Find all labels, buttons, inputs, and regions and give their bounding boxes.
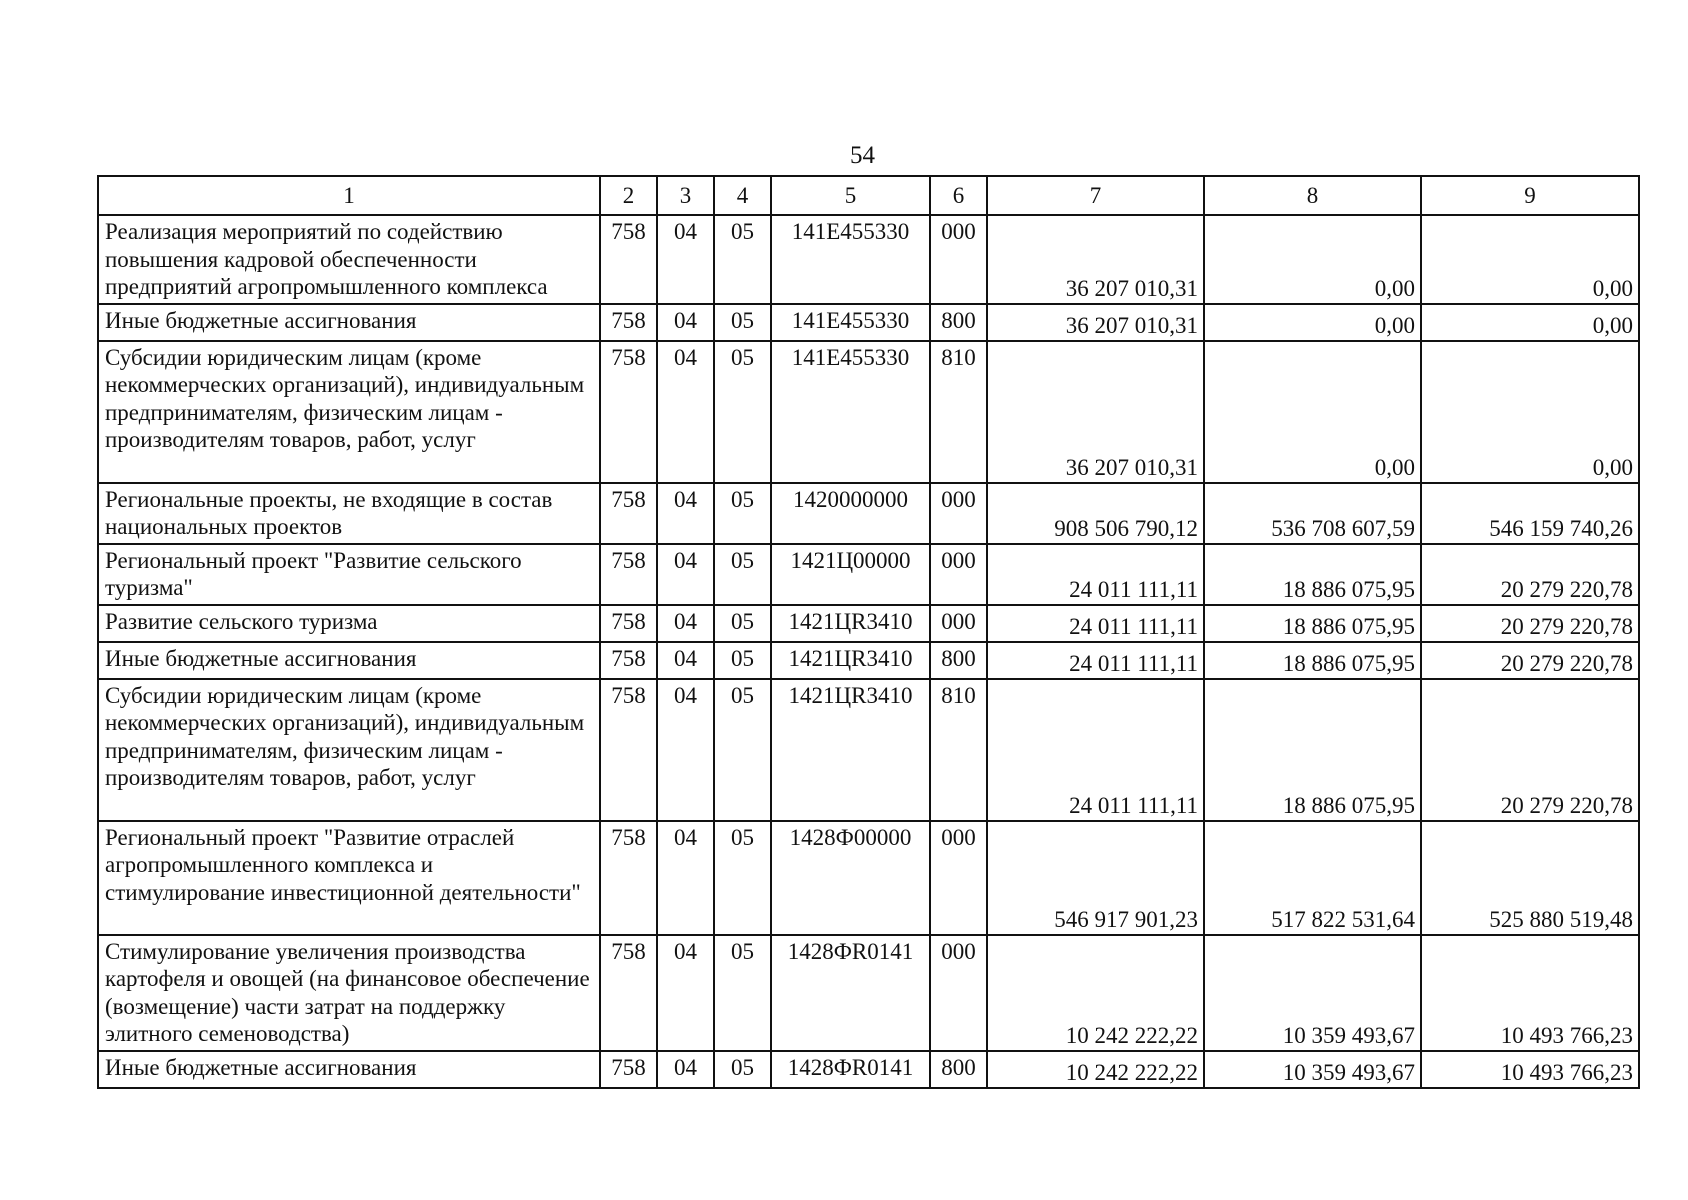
amount-col7: 36 207 010,31 — [987, 341, 1204, 483]
amount-col7: 36 207 010,31 — [987, 215, 1204, 304]
row-name: Региональный проект "Развитие сельского туризма" — [98, 544, 600, 605]
table-row — [98, 935, 1639, 1051]
page-number: 54 — [850, 142, 875, 169]
table-row — [98, 215, 1639, 304]
amount-col8: 18 886 075,95 — [1204, 642, 1421, 679]
amount-col9: 20 279 220,78 — [1421, 605, 1639, 642]
code-subsection: 05 — [714, 304, 771, 341]
column-number: 1 — [98, 176, 600, 215]
amount-col9: 20 279 220,78 — [1421, 544, 1639, 605]
code-ministry: 758 — [600, 1051, 657, 1088]
row-name: Региональные проекты, не входящие в состав национальных проектов — [98, 483, 600, 544]
code-target-article: 1420000000 — [771, 483, 930, 544]
code-target-article: 141E455330 — [771, 304, 930, 341]
code-expense-type: 000 — [930, 935, 987, 1051]
amount-col9: 10 493 766,23 — [1421, 935, 1639, 1051]
code-target-article: 1421Ц00000 — [771, 544, 930, 605]
code-expense-type: 000 — [930, 821, 987, 935]
row-name: Иные бюджетные ассигнования — [98, 304, 600, 341]
table-row — [98, 642, 1639, 679]
code-target-article: 1421ЦR3410 — [771, 605, 930, 642]
code-target-article: 1428ФR0141 — [771, 935, 930, 1051]
code-expense-type: 000 — [930, 605, 987, 642]
amount-col7: 908 506 790,12 — [987, 483, 1204, 544]
code-section: 04 — [657, 1051, 714, 1088]
code-target-article: 1421ЦR3410 — [771, 642, 930, 679]
code-expense-type: 810 — [930, 341, 987, 483]
code-ministry: 758 — [600, 304, 657, 341]
table-row — [98, 544, 1639, 605]
budget-table — [97, 175, 1640, 1089]
amount-col9: 20 279 220,78 — [1421, 642, 1639, 679]
amount-col8: 0,00 — [1204, 341, 1421, 483]
column-number: 7 — [987, 176, 1204, 215]
amount-col8: 0,00 — [1204, 215, 1421, 304]
table-row — [98, 483, 1639, 544]
code-subsection: 05 — [714, 215, 771, 304]
row-name: Иные бюджетные ассигнования — [98, 1051, 600, 1088]
amount-col8: 18 886 075,95 — [1204, 679, 1421, 821]
row-name: Развитие сельского туризма — [98, 605, 600, 642]
code-subsection: 05 — [714, 605, 771, 642]
code-section: 04 — [657, 821, 714, 935]
amount-col9: 525 880 519,48 — [1421, 821, 1639, 935]
code-ministry: 758 — [600, 215, 657, 304]
code-target-article: 141E455330 — [771, 341, 930, 483]
code-expense-type: 000 — [930, 483, 987, 544]
code-subsection: 05 — [714, 642, 771, 679]
code-expense-type: 800 — [930, 1051, 987, 1088]
code-subsection: 05 — [714, 1051, 771, 1088]
code-expense-type: 810 — [930, 679, 987, 821]
row-name: Стимулирование увеличения производства картофеля и овощей (на финансовое обеспечение (возмещение) части затрат на поддержку элитного семеноводства) — [98, 935, 600, 1051]
amount-col7: 10 242 222,22 — [987, 1051, 1204, 1088]
amount-col7: 24 011 111,11 — [987, 642, 1204, 679]
code-section: 04 — [657, 935, 714, 1051]
column-number: 4 — [714, 176, 771, 215]
code-section: 04 — [657, 304, 714, 341]
row-name: Региональный проект "Развитие отраслей агропромышленного комплекса и стимулирование инвестиционной деятельности" — [98, 821, 600, 935]
code-expense-type: 000 — [930, 544, 987, 605]
code-subsection: 05 — [714, 341, 771, 483]
amount-col9: 0,00 — [1421, 215, 1639, 304]
column-number: 8 — [1204, 176, 1421, 215]
code-section: 04 — [657, 341, 714, 483]
code-ministry: 758 — [600, 544, 657, 605]
table-row — [98, 304, 1639, 341]
table-row — [98, 605, 1639, 642]
code-section: 04 — [657, 544, 714, 605]
code-section: 04 — [657, 215, 714, 304]
code-ministry: 758 — [600, 642, 657, 679]
amount-col8: 10 359 493,67 — [1204, 935, 1421, 1051]
amount-col7: 10 242 222,22 — [987, 935, 1204, 1051]
amount-col8: 517 822 531,64 — [1204, 821, 1421, 935]
table-row — [98, 821, 1639, 935]
code-ministry: 758 — [600, 679, 657, 821]
amount-col7: 24 011 111,11 — [987, 544, 1204, 605]
amount-col7: 546 917 901,23 — [987, 821, 1204, 935]
amount-col7: 24 011 111,11 — [987, 679, 1204, 821]
code-subsection: 05 — [714, 544, 771, 605]
code-ministry: 758 — [600, 821, 657, 935]
code-subsection: 05 — [714, 821, 771, 935]
code-target-article: 141E455330 — [771, 215, 930, 304]
code-subsection: 05 — [714, 679, 771, 821]
code-subsection: 05 — [714, 483, 771, 544]
table-row — [98, 1051, 1639, 1088]
code-target-article: 1421ЦR3410 — [771, 679, 930, 821]
code-expense-type: 800 — [930, 642, 987, 679]
column-number: 5 — [771, 176, 930, 215]
code-ministry: 758 — [600, 935, 657, 1051]
amount-col9: 20 279 220,78 — [1421, 679, 1639, 821]
amount-col9: 0,00 — [1421, 341, 1639, 483]
code-section: 04 — [657, 483, 714, 544]
amount-col9: 10 493 766,23 — [1421, 1051, 1639, 1088]
table-row — [98, 679, 1639, 821]
amount-col8: 18 886 075,95 — [1204, 605, 1421, 642]
code-section: 04 — [657, 605, 714, 642]
code-section: 04 — [657, 679, 714, 821]
code-ministry: 758 — [600, 341, 657, 483]
amount-col8: 10 359 493,67 — [1204, 1051, 1421, 1088]
amount-col7: 24 011 111,11 — [987, 605, 1204, 642]
row-name: Реализация мероприятий по содействию повышения кадровой обеспеченности предприятий агропромышленного комплекса — [98, 215, 600, 304]
code-expense-type: 000 — [930, 215, 987, 304]
code-ministry: 758 — [600, 483, 657, 544]
code-section: 04 — [657, 642, 714, 679]
row-name: Иные бюджетные ассигнования — [98, 642, 600, 679]
amount-col8: 536 708 607,59 — [1204, 483, 1421, 544]
amount-col8: 0,00 — [1204, 304, 1421, 341]
column-number: 6 — [930, 176, 987, 215]
code-ministry: 758 — [600, 605, 657, 642]
column-number: 9 — [1421, 176, 1639, 215]
code-expense-type: 800 — [930, 304, 987, 341]
amount-col8: 18 886 075,95 — [1204, 544, 1421, 605]
column-number: 2 — [600, 176, 657, 215]
amount-col9: 546 159 740,26 — [1421, 483, 1639, 544]
row-name: Субсидии юридическим лицам (кроме некоммерческих организаций), индивидуальным предпринимателям, физическим лицам - производителям товаров, работ, услуг — [98, 679, 600, 821]
column-number: 3 — [657, 176, 714, 215]
code-target-article: 1428Ф00000 — [771, 821, 930, 935]
code-target-article: 1428ФR0141 — [771, 1051, 930, 1088]
column-number-row — [98, 176, 1639, 215]
code-subsection: 05 — [714, 935, 771, 1051]
amount-col7: 36 207 010,31 — [987, 304, 1204, 341]
amount-col9: 0,00 — [1421, 304, 1639, 341]
row-name: Субсидии юридическим лицам (кроме некоммерческих организаций), индивидуальным предпринимателям, физическим лицам - производителям товаров, работ, услуг — [98, 341, 600, 483]
table-row — [98, 341, 1639, 483]
